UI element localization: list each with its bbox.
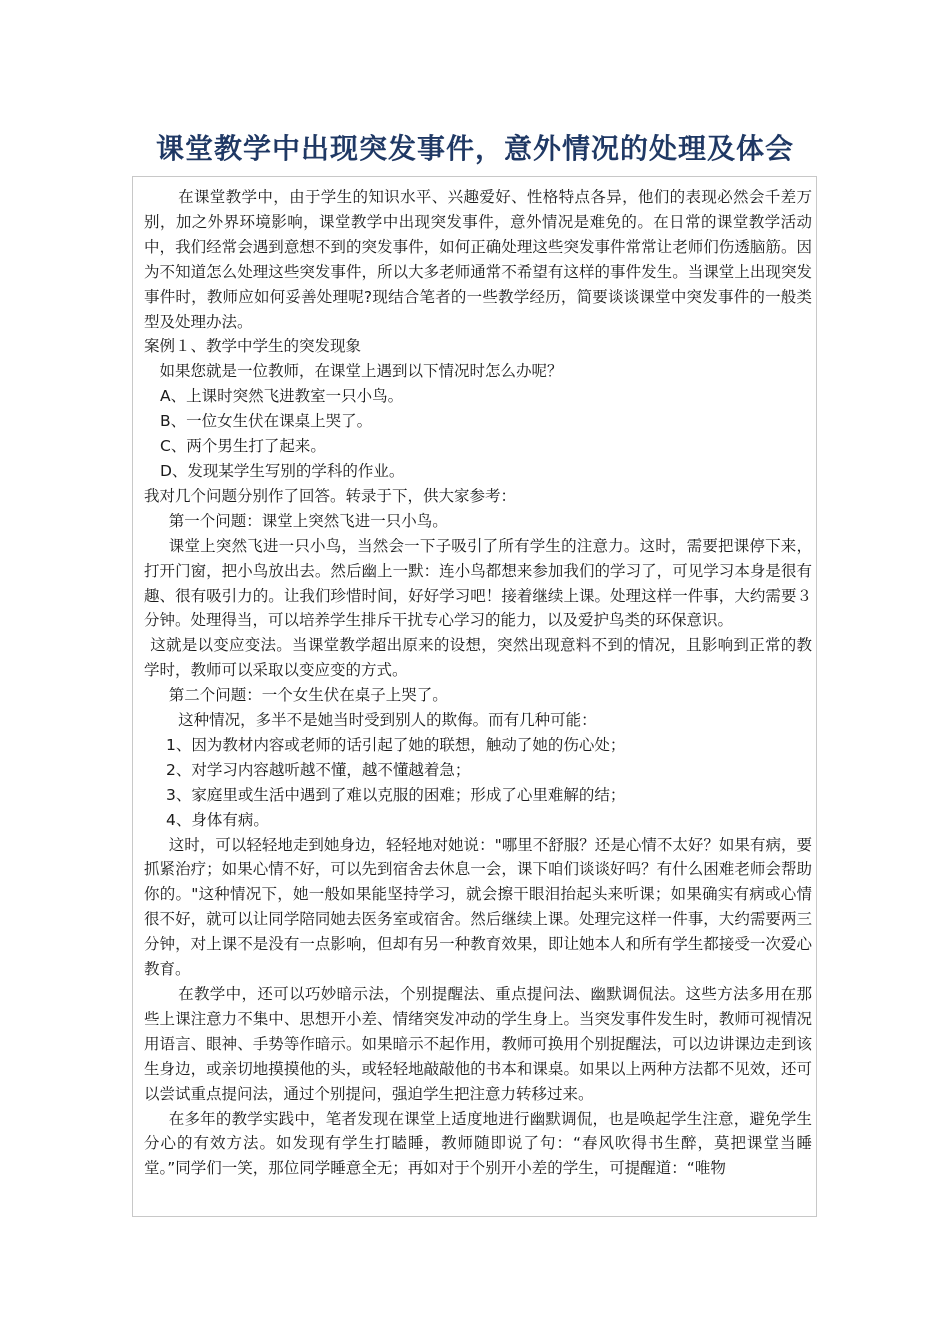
answer-1-paragraph: 课堂上突然飞进一只小鸟，当然会一下子吸引了所有学生的注意力。这时，需要把课停下来，打开门窗，把小鸟放出去。然后幽上一默：连小鸟都想来参加我们的学习了，可见学习本身是很有趣、很有吸引力的。让我们珍惜时间，好好学习吧！接着继续上课。处理这样一件事，大约需要３分钟。处理得当，可以培养学生排斥干扰专心学习的能力，以及爱护鸟类的环保意识。	[144, 536, 812, 630]
hint-paragraph: 在教学中，还可以巧妙暗示法，个别提醒法、重点提问法、幽默调侃法。这些方法多用在那些上课注意力不集中、思想开小差、情绪突发冲动的学生身上。当突发事件发生时，教师可视情况用语言、眼神、手势等作暗示。如果暗示不起作用，教师可换用个别捉醒法，可以边讲课边走到该生身边，或亲切地摸摸他的头，或轻轻地敲敲他的书本和课桌。如果以上两种方法都不见效，还可以尝试重点提问法，通过个别提问，强迫学生把注意力转移过来。	[144, 985, 812, 1103]
article-frame	[132, 176, 817, 1217]
humor-paragraph: 在多年的教学实践中，笔者发现在课堂上适度地进行幽默调侃，也是唤起学生注意，避免学生分心的有效方法。如发现有学生打瞌睡，教师随即说了句：“春风吹得书生醉，莫把课堂当睡堂。”同学们一笑，那位同学睡意全无；再如对于个别开小差的学生，可提醒道：“唯物	[144, 1109, 812, 1178]
reason-4: 4、身体有病。	[166, 810, 269, 829]
intro-paragraph: 在课堂教学中，由于学生的知识水平、兴趣爱好、性格特点各异，他们的表现必然会千差万别，加之外界环境影响，课堂教学中出现突发事件，意外情况是难免的。在日常的课堂教学活动中，我们经常会遇到意想不到的突发事件，如何正确处理这些突发事件常常让老师们伤透脑筋。因为不知道怎么处理这些突发事件，所以大多老师通常不希望有这样的事件发生。当课堂上出现突发事件时，教师应如何妥善处理呢?现结合笔者的一些教学经历，简要谈谈课堂中突发事件的一般类型及处理办法。	[144, 188, 812, 331]
page-title: 课堂教学中出现突发事件，意外情况的处理及体会	[155, 132, 794, 165]
option-b: B、一位女生伏在课桌上哭了。	[160, 412, 373, 431]
option-d: D、发现某学生写别的学科的作业。	[160, 461, 405, 480]
question-1-heading: 第一个问题：课堂上突然飞进一只小鸟。	[168, 511, 448, 530]
option-c: C、两个男生打了起来。	[160, 437, 326, 456]
answer-1-summary: 这就是以变应变法。当课堂教学超出原来的设想，突然出现意料不到的情况，且影响到正常的教学时，教师可以采取以变应变的方式。	[144, 636, 812, 680]
article-body	[144, 185, 812, 1181]
reason-3: 3、家庭里或生活中遇到了难以克服的困难；形成了心里难解的结；	[166, 785, 626, 804]
question-2-heading: 第二个问题：一个女生伏在桌子上哭了。	[168, 686, 448, 705]
case-heading: 案例１、教学中学生的突发现象	[144, 337, 362, 356]
option-a: A、上课时突然飞进教室一只小鸟。	[160, 387, 404, 406]
answer-2-paragraph: 这种情况，多半不是她当时受到别人的欺侮。而有几种可能：	[178, 711, 597, 730]
question-paragraph: 如果您就是一位教师，在课堂上遇到以下情况时怎么办呢？	[159, 362, 563, 381]
reason-2: 2、对学习内容越听越不懂，越不懂越着急；	[166, 760, 471, 779]
reason-1: 1、因为教材内容或老师的话引起了她的联想，触动了她的伤心处；	[166, 735, 626, 754]
reply-paragraph: 我对几个问题分别作了回答。转录于下，供大家参考：	[144, 486, 517, 505]
answer-2-detail: 这时，可以轻轻地走到她身边，轻轻地对她说："哪里不舒服？还是心情不太好？如果有病，要抓紧治疗；如果心情不好，可以先到宿舍去休息一会，课下咱们谈谈好吗？有什么困难老师会帮助你的。"这种情况下，她一般如果能坚持学习，就会擦干眼泪抬起头来听课；如果确实有病或心情很不好，就可以让同学陪同她去医务室或宿舍。然后继续上课。处理完这样一件事，大约需要两三分钟，对上课不是没有一点影响，但却有另一种教育效果，即让她本人和所有学生都接受一次爱心教育。	[144, 835, 812, 979]
